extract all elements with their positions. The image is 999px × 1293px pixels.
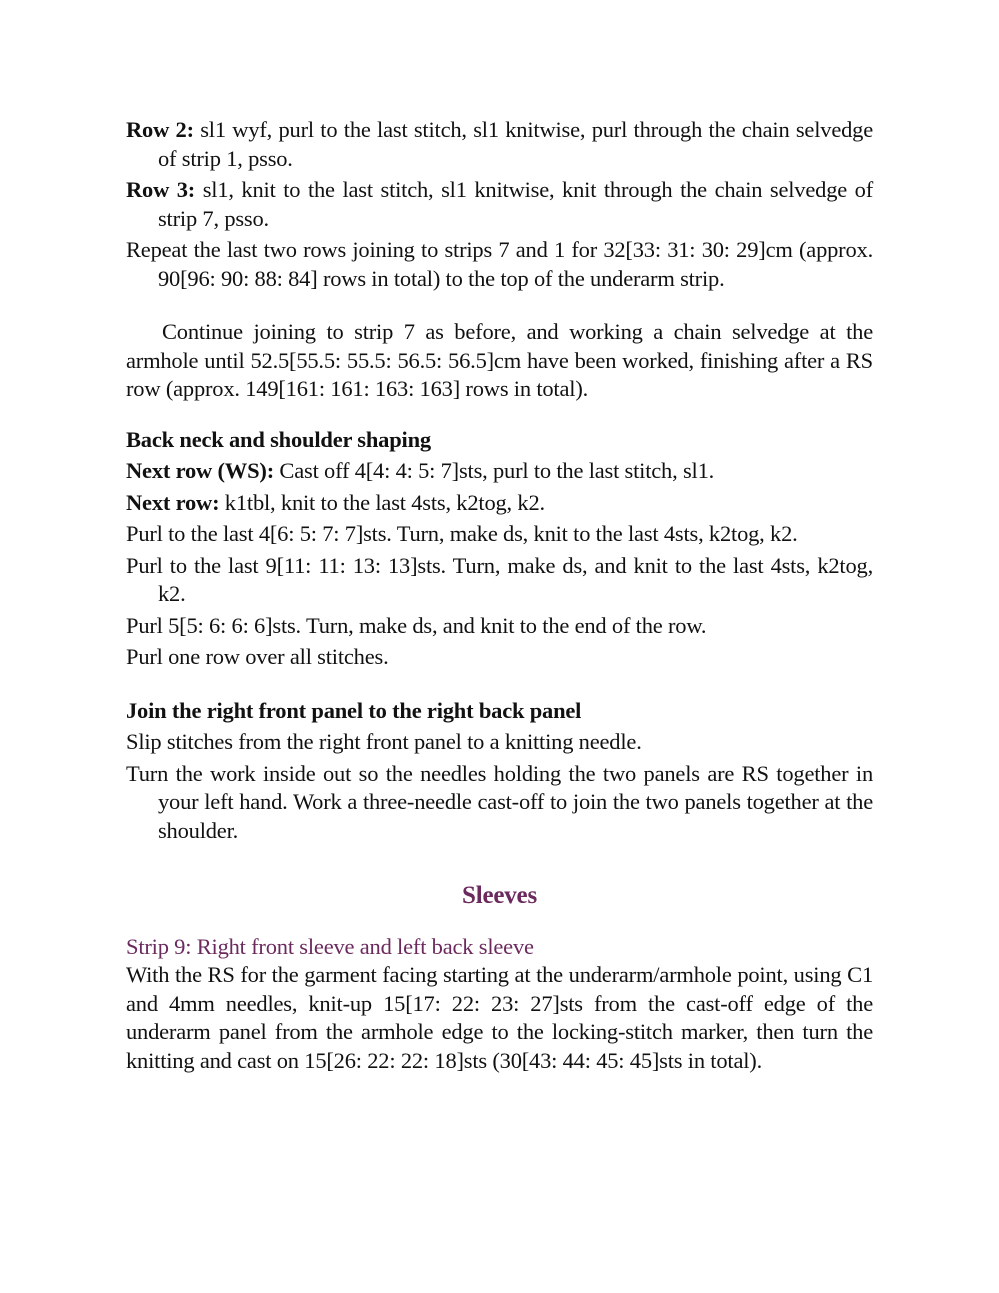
row-text: Slip stitches from the right front panel to a knitting needle. xyxy=(126,729,642,754)
spacer xyxy=(126,675,873,697)
join-panels-line xyxy=(126,728,873,757)
back-neck-line xyxy=(126,552,873,609)
back-neck-line xyxy=(126,489,873,518)
spacer xyxy=(126,404,873,426)
spacer xyxy=(126,911,873,933)
row-text: Purl to the last 4[6: 5: 7: 7]sts. Turn, make ds, knit to the last 4sts, k2tog, k2. xyxy=(126,521,798,546)
row-3-instruction xyxy=(126,176,873,233)
document-page xyxy=(126,116,873,1075)
row-label: Row 2: xyxy=(126,117,194,142)
row-label: Next row (WS): xyxy=(126,458,274,483)
row-label: Next row: xyxy=(126,489,220,515)
continue-paragraph: Continue joining to strip 7 as before, and working a chain selvedge at the armhole until 52.5[55.5: 55.5: 56.5: 56.5]cm have been worked, finishing after a RS row (approx. 149[161: 161: 163: 163] rows in total). xyxy=(126,319,873,401)
back-neck-line xyxy=(126,612,873,641)
row-text: Turn the work inside out so the needles holding the two panels are RS together in your left hand. Work a three-needle cast-off to join the two panels together at the shoulder. xyxy=(126,760,873,843)
row-text: Repeat the last two rows joining to strips 7 and 1 for 32[33: 31: 30: 29]cm (approx. 90[96: 90: 88: 84] rows in total) to the top of the underarm strip. xyxy=(126,237,873,291)
row-label: Row 3: xyxy=(126,177,196,202)
join-panels-heading: Join the right front panel to the right back panel xyxy=(126,697,582,723)
back-neck-line xyxy=(126,520,873,549)
sleeves-section-title: Sleeves xyxy=(462,882,537,909)
spacer xyxy=(126,848,873,882)
back-neck-line xyxy=(126,457,873,486)
row-text: Purl one row over all stitches. xyxy=(126,644,389,669)
row-text: Purl to the last 9[11: 11: 13: 13]sts. Turn, make ds, and knit to the last 4sts, k2tog, k2. xyxy=(126,552,873,606)
strip-9-heading: Strip 9: Right front sleeve and left back sleeve xyxy=(126,933,534,959)
repeat-instruction xyxy=(126,236,873,293)
back-neck-heading: Back neck and shoulder shaping xyxy=(126,426,431,452)
row-text: Cast off 4[4: 4: 5: 7]sts, purl to the last stitch, sl1. xyxy=(274,458,715,483)
spacer xyxy=(126,296,873,318)
row-text: k1tbl, knit to the last 4sts, k2tog, k2. xyxy=(219,489,545,515)
join-panels-line xyxy=(126,760,873,846)
row-2-instruction xyxy=(126,116,873,173)
row-text: sl1, knit to the last stitch, sl1 knitwise, knit through the chain selvedge of strip 7, psso. xyxy=(158,177,873,231)
strip-9-body: With the RS for the garment facing starting at the underarm/armhole point, using C1 and 4mm needles, knit-up 15[17: 22: 23: 27]sts from the cast-off edge of the underarm panel from the armhole edge to the locking-stitch marker, then turn the knitting and cast on 15[26: 22: 22: 18]sts (30[43: 44: 45: 45]sts in total). xyxy=(126,962,873,1073)
row-text: Purl 5[5: 6: 6: 6]sts. Turn, make ds, and knit to the end of the row. xyxy=(126,612,707,638)
row-text: sl1 wyf, purl to the last stitch, sl1 knitwise, purl through the chain selvedge of strip 1, psso. xyxy=(158,117,873,171)
back-neck-line xyxy=(126,643,873,672)
